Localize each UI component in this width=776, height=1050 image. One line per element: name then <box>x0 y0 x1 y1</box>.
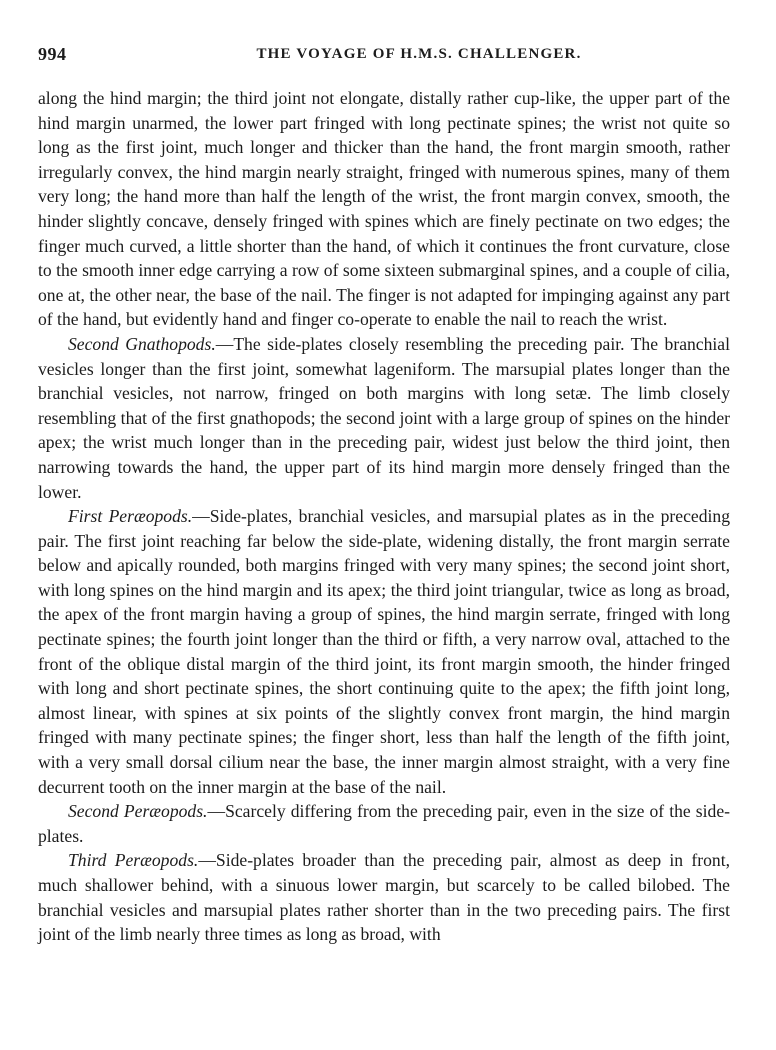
running-title: THE VOYAGE OF H.M.S. CHALLENGER. <box>256 46 582 62</box>
paragraph-text: —The side-plates closely resembling the preceding pair. The branchial vesicles longer than the first joint, somewhat lageniform. The marsupial plates longer than the branchial vesicles, not narrow, fringed on both margins with long setæ. The limb closely resembling that of the first gnathopods; the second joint with a large group of spines on the hinder apex; the wrist much longer than in the preceding pair, widest just below the third joint, then narrowing towards the hand, the upper part of its hind margin more densely fringed than the lower. <box>38 333 730 502</box>
paragraph-first-peraeopods <box>38 504 730 799</box>
paragraph-third-peraeopods <box>38 848 730 946</box>
paragraph-second-peraeopods <box>38 799 730 848</box>
page-number: 994 <box>38 44 67 64</box>
section-heading: First Peræopods. <box>68 506 193 527</box>
paragraph-text: —Side-plates broader than the preceding pair, almost as deep in front, much shallower behind, with a sinuous lower margin, but scarcely to be called bilobed. The branchial vesicles and marsupial plates rather shorter than in the two preceding pairs. The first joint of the limb nearly three times as long as broad, with <box>38 850 730 945</box>
section-heading: Second Gnathopods. <box>68 333 216 354</box>
body-text <box>38 86 730 947</box>
paragraph-text: —Side-plates, branchial vesicles, and marsupial plates as in the preceding pair. The first joint reaching far below the side-plate, widening distally, the front margin serrate below and apically rounded, both margins fringed with very many spines; the second joint short, with long spines on the hind margin and its apex; the third joint triangular, twice as long as broad, the apex of the front margin having a group of spines, the hind margin serrate, fringed with long pectinate spines; the fourth joint longer than the third or fifth, a very narrow oval, attached to the front of the oblique distal margin of the third joint, its front margin smooth, the hinder fringed with long and short pectinate spines, the short continuing quite to the apex; the fifth joint long, almost linear, with spines at six points of the slightly convex front margin, the hind margin fringed with many pectinate spines; the finger short, less than half the length of the fifth joint, with a very small dorsal cilium near the base, the inner margin almost straight, with a very fine decurrent tooth on the inner margin at the base of the nail. <box>38 506 730 797</box>
paragraph-text: —Scarcely differing from the preceding pair, even in the size of the side-plates. <box>38 801 730 846</box>
paragraph-second-gnathopods <box>38 332 730 504</box>
section-heading: Second Peræopods. <box>68 801 208 822</box>
paragraph-text: along the hind margin; the third joint not elongate, distally rather cup-like, the upper part of the hind margin unarmed, the lower part fringed with long pectinate spines; the wrist not quite so long as the first joint, much longer and thicker than the hand, the front margin smooth, rather irregularly convex, the hind margin nearly straight, fringed with numerous spines, many of them very long; the hand more than half the length of the wrist, the front margin convex, smooth, the hinder slightly concave, densely fringed with spines which are finely pectinate on two edges; the finger much curved, a little shorter than the hand, of which it continues the front curvature, close to the smooth inner edge carrying a row of some sixteen submarginal spines, and a couple of cilia, one at, the other near, the base of the nail. The finger is not adapted for impinging against any part of the hand, but evidently hand and finger co-operate to enable the nail to reach the wrist. <box>38 88 730 330</box>
page-header <box>38 44 730 68</box>
section-heading: Third Peræopods. <box>68 850 199 871</box>
paragraph-continuation <box>38 86 730 332</box>
